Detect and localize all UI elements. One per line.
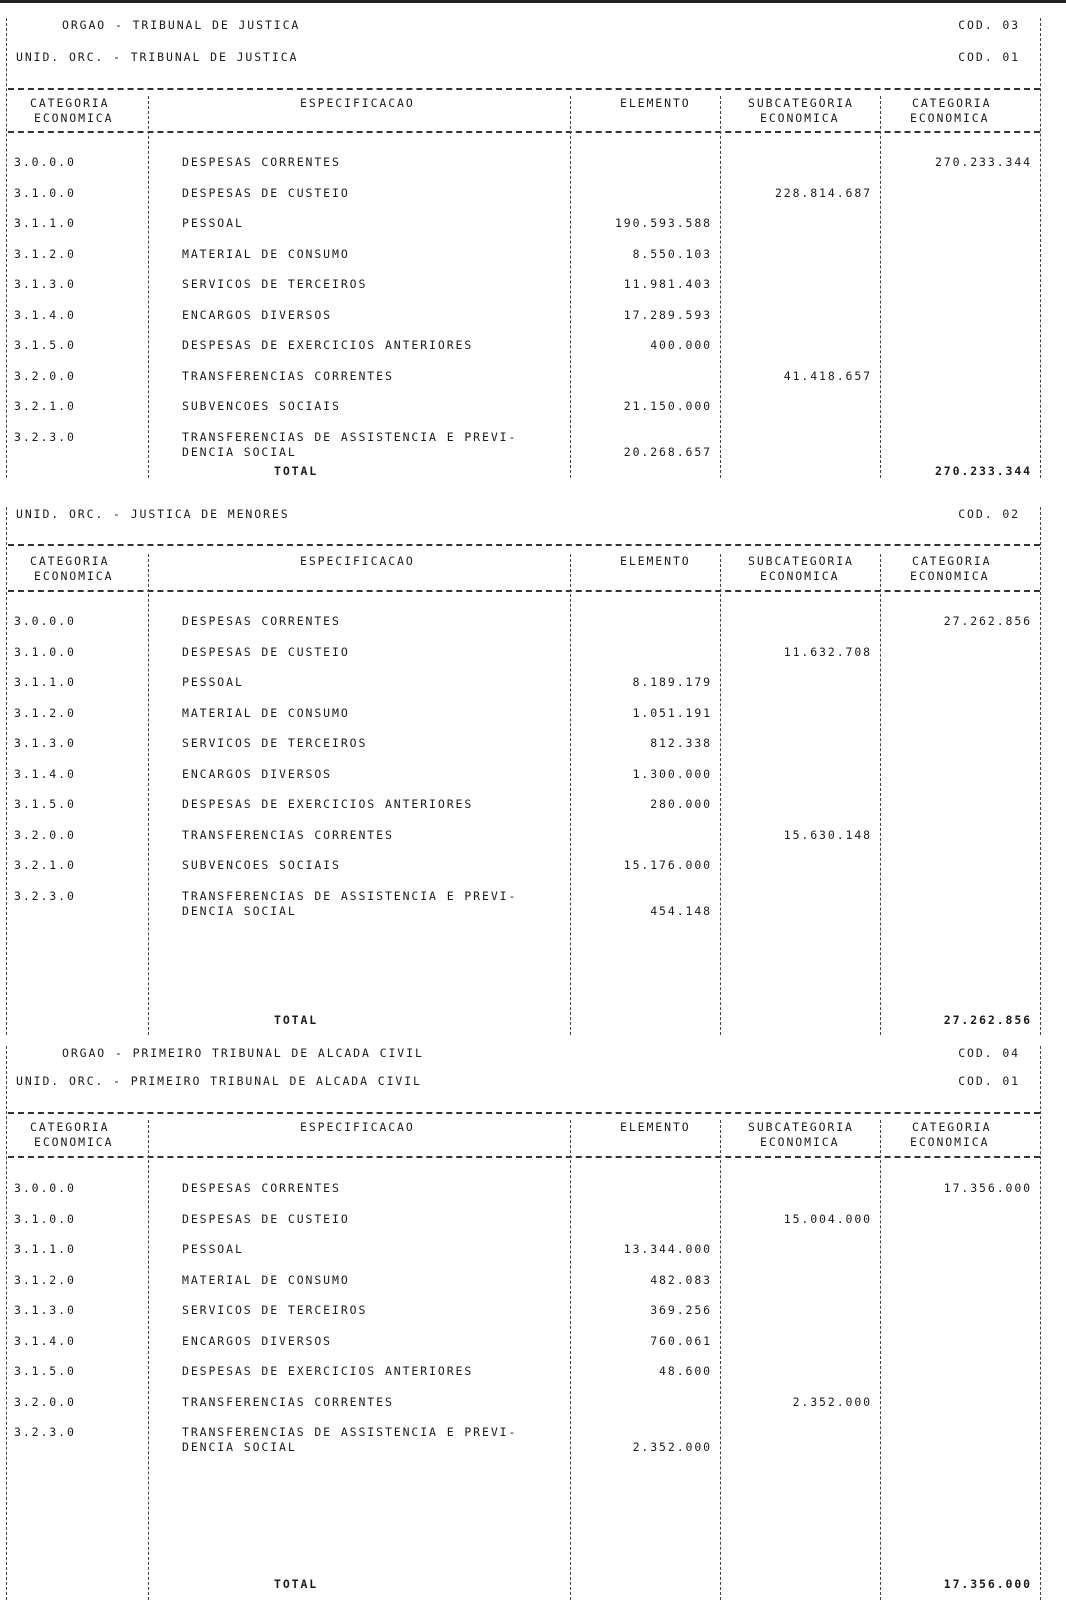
row-especificacao: DESPESAS CORRENTES (182, 1181, 341, 1195)
row-code: 3.2.3.0 (14, 429, 76, 444)
row-elemento: 2.352.000 (632, 1440, 712, 1454)
header-elemento: ELEMENTO (620, 554, 691, 568)
row-subcategoria: 11.632.708 (783, 644, 872, 659)
header-categoria-economica: ECONOMICA (34, 569, 114, 583)
total-value: 270.233.344 (934, 464, 1032, 478)
column-separator (6, 507, 7, 1035)
column-separator (880, 554, 881, 1035)
page-top-rule (0, 0, 1066, 3)
header-especificacao: ESPECIFICACAO (300, 554, 415, 568)
row-code: 3.2.0.0 (14, 1394, 76, 1409)
row-code: 3.1.2.0 (14, 246, 76, 261)
row-especificacao: DESPESAS CORRENTES (182, 614, 341, 628)
row-elemento: 8.189.179 (632, 675, 712, 689)
row-code: 3.1.4.0 (14, 766, 76, 781)
unidade-title: UNID. ORC. - PRIMEIRO TRIBUNAL DE ALCADA CIVIL (16, 1074, 422, 1088)
row-code: 3.2.3.0 (14, 1425, 76, 1439)
column-separator (880, 1120, 881, 1600)
row-especificacao: TRANSFERENCIAS DE ASSISTENCIA E PREVI- (182, 429, 518, 444)
row-code: 3.1.0.0 (14, 644, 76, 659)
row-especificacao: MATERIAL DE CONSUMO (182, 246, 350, 261)
header-categoria-economica: CATEGORIA (30, 96, 110, 110)
header-categoria: ECONOMICA (910, 1135, 990, 1149)
row-especificacao: SERVICOS DE TERCEIROS (182, 277, 368, 291)
row-code: 3.1.3.0 (14, 277, 76, 291)
row-especificacao: SUBVENCOES SOCIAIS (182, 858, 341, 872)
column-separator (6, 18, 7, 478)
unidade-code: COD. 01 (958, 1074, 1020, 1088)
row-especificacao: TRANSFERENCIAS CORRENTES (182, 368, 394, 383)
column-separator (570, 96, 571, 478)
row-especificacao-cont: DENCIA SOCIAL (182, 903, 297, 918)
header-elemento: ELEMENTO (620, 96, 691, 110)
total-value: 17.356.000 (943, 1577, 1032, 1591)
dashed-rule (8, 544, 1040, 546)
orgao-code: COD. 03 (958, 18, 1020, 32)
row-code: 3.0.0.0 (14, 1181, 76, 1195)
row-especificacao: PESSOAL (182, 1242, 244, 1256)
column-separator (720, 554, 721, 1035)
unidade-title: UNID. ORC. - JUSTICA DE MENORES (16, 507, 290, 521)
row-code: 3.1.5.0 (14, 1364, 76, 1378)
row-especificacao: MATERIAL DE CONSUMO (182, 705, 350, 720)
header-categoria: ECONOMICA (910, 569, 990, 583)
total-value: 27.262.856 (943, 1013, 1032, 1027)
row-elemento: 400.000 (650, 338, 712, 352)
row-code: 3.1.1.0 (14, 675, 76, 689)
row-especificacao-cont: DENCIA SOCIAL (182, 1440, 297, 1454)
row-code: 3.0.0.0 (14, 155, 76, 169)
row-subcategoria: 228.814.687 (774, 185, 872, 200)
row-especificacao: PESSOAL (182, 216, 244, 230)
total-label: TOTAL (274, 1577, 319, 1591)
row-subcategoria: 2.352.000 (792, 1394, 872, 1409)
header-subcategoria: SUBCATEGORIA (748, 96, 854, 110)
header-subcategoria: ECONOMICA (760, 569, 840, 583)
column-separator (720, 96, 721, 478)
header-categoria: ECONOMICA (910, 111, 990, 125)
row-especificacao: TRANSFERENCIAS CORRENTES (182, 1394, 394, 1409)
row-code: 3.2.3.0 (14, 888, 76, 903)
row-elemento: 17.289.593 (623, 307, 712, 322)
header-categoria-economica: ECONOMICA (34, 111, 114, 125)
row-elemento: 482.083 (650, 1272, 712, 1287)
header-categoria: CATEGORIA (912, 554, 992, 568)
row-code: 3.2.1.0 (14, 858, 76, 872)
column-separator (148, 1120, 149, 1600)
dashed-rule (8, 590, 1040, 592)
row-elemento: 1.051.191 (632, 705, 712, 720)
row-elemento: 280.000 (650, 797, 712, 811)
row-subcategoria: 15.630.148 (783, 827, 872, 842)
row-especificacao: DESPESAS DE CUSTEIO (182, 644, 350, 659)
dashed-rule (8, 1112, 1040, 1114)
row-especificacao: DESPESAS CORRENTES (182, 155, 341, 169)
header-subcategoria: ECONOMICA (760, 1135, 840, 1149)
row-elemento: 369.256 (650, 1303, 712, 1317)
column-separator (570, 1120, 571, 1600)
row-code: 3.0.0.0 (14, 614, 76, 628)
row-categoria: 17.356.000 (943, 1181, 1032, 1195)
orgao-code: COD. 04 (958, 1046, 1020, 1060)
row-categoria: 27.262.856 (943, 614, 1032, 628)
row-code: 3.1.1.0 (14, 1242, 76, 1256)
total-label: TOTAL (274, 464, 319, 478)
header-categoria-economica: CATEGORIA (30, 1120, 110, 1134)
header-especificacao: ESPECIFICACAO (300, 96, 415, 110)
row-especificacao: DESPESAS DE CUSTEIO (182, 185, 350, 200)
column-separator (1040, 18, 1041, 478)
header-subcategoria: ECONOMICA (760, 111, 840, 125)
dashed-rule (8, 131, 1040, 133)
row-elemento: 8.550.103 (632, 246, 712, 261)
row-especificacao: DESPESAS DE CUSTEIO (182, 1211, 350, 1226)
row-especificacao: TRANSFERENCIAS CORRENTES (182, 827, 394, 842)
row-especificacao: TRANSFERENCIAS DE ASSISTENCIA E PREVI- (182, 888, 518, 903)
row-especificacao: ENCARGOS DIVERSOS (182, 307, 333, 322)
row-code: 3.1.2.0 (14, 1272, 76, 1287)
row-code: 3.2.0.0 (14, 368, 76, 383)
column-separator (6, 1046, 7, 1600)
column-separator (720, 1120, 721, 1600)
row-especificacao-cont: DENCIA SOCIAL (182, 444, 297, 459)
header-categoria-economica: ECONOMICA (34, 1135, 114, 1149)
row-elemento: 1.300.000 (632, 766, 712, 781)
row-especificacao: TRANSFERENCIAS DE ASSISTENCIA E PREVI- (182, 1425, 518, 1439)
row-code: 3.1.0.0 (14, 1211, 76, 1226)
unidade-code: COD. 01 (958, 50, 1020, 64)
header-elemento: ELEMENTO (620, 1120, 691, 1134)
row-elemento: 20.268.657 (623, 444, 712, 459)
row-code: 3.1.3.0 (14, 1303, 76, 1317)
unidade-code: COD. 02 (958, 507, 1020, 521)
row-subcategoria: 41.418.657 (783, 368, 872, 383)
row-elemento: 812.338 (650, 736, 712, 750)
row-especificacao: SUBVENCOES SOCIAIS (182, 399, 341, 413)
column-separator (570, 554, 571, 1035)
row-code: 3.1.4.0 (14, 1333, 76, 1348)
row-elemento: 454.148 (650, 903, 712, 918)
row-especificacao: MATERIAL DE CONSUMO (182, 1272, 350, 1287)
row-subcategoria: 15.004.000 (783, 1211, 872, 1226)
orgao-title: ORGAO - TRIBUNAL DE JUSTICA (62, 18, 301, 32)
unidade-title: UNID. ORC. - TRIBUNAL DE JUSTICA (16, 50, 299, 64)
dashed-rule (8, 88, 1040, 90)
column-separator (1040, 1046, 1041, 1600)
row-elemento: 13.344.000 (623, 1242, 712, 1256)
row-especificacao: DESPESAS DE EXERCICIOS ANTERIORES (182, 797, 474, 811)
header-categoria-economica: CATEGORIA (30, 554, 110, 568)
column-separator (148, 96, 149, 478)
row-code: 3.1.5.0 (14, 797, 76, 811)
row-elemento: 11.981.403 (623, 277, 712, 291)
row-especificacao: ENCARGOS DIVERSOS (182, 766, 333, 781)
row-especificacao: SERVICOS DE TERCEIROS (182, 736, 368, 750)
row-code: 3.1.0.0 (14, 185, 76, 200)
row-code: 3.2.1.0 (14, 399, 76, 413)
row-elemento: 190.593.588 (614, 216, 712, 230)
row-code: 3.1.3.0 (14, 736, 76, 750)
row-code: 3.1.4.0 (14, 307, 76, 322)
dashed-rule (8, 1156, 1040, 1158)
header-categoria: CATEGORIA (912, 96, 992, 110)
column-separator (880, 96, 881, 478)
row-elemento: 15.176.000 (623, 858, 712, 872)
header-subcategoria: SUBCATEGORIA (748, 554, 854, 568)
orgao-title: ORGAO - PRIMEIRO TRIBUNAL DE ALCADA CIVIL (62, 1046, 424, 1060)
row-especificacao: DESPESAS DE EXERCICIOS ANTERIORES (182, 338, 474, 352)
column-separator (148, 554, 149, 1035)
header-categoria: CATEGORIA (912, 1120, 992, 1134)
row-code: 3.1.5.0 (14, 338, 76, 352)
row-categoria: 270.233.344 (934, 155, 1032, 169)
row-elemento: 48.600 (659, 1364, 712, 1378)
header-subcategoria: SUBCATEGORIA (748, 1120, 854, 1134)
row-elemento: 21.150.000 (623, 399, 712, 413)
header-especificacao: ESPECIFICACAO (300, 1120, 415, 1134)
total-label: TOTAL (274, 1013, 319, 1027)
row-code: 3.1.1.0 (14, 216, 76, 230)
row-especificacao: PESSOAL (182, 675, 244, 689)
row-especificacao: SERVICOS DE TERCEIROS (182, 1303, 368, 1317)
column-separator (1040, 507, 1041, 1035)
row-especificacao: ENCARGOS DIVERSOS (182, 1333, 333, 1348)
row-code: 3.2.0.0 (14, 827, 76, 842)
row-elemento: 760.061 (650, 1333, 712, 1348)
row-code: 3.1.2.0 (14, 705, 76, 720)
row-especificacao: DESPESAS DE EXERCICIOS ANTERIORES (182, 1364, 474, 1378)
